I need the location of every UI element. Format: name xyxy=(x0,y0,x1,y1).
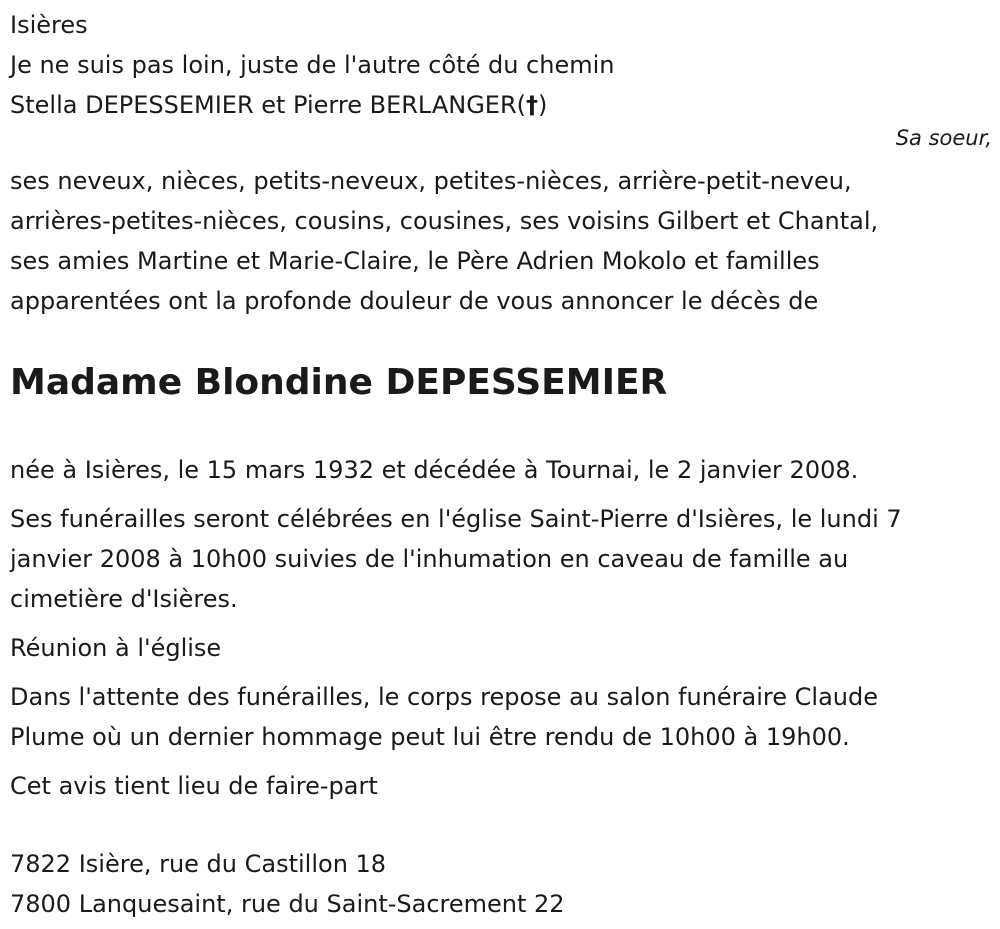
relation-label: Sa soeur, xyxy=(895,126,992,150)
announcement-line: apparentées ont la profonde douleur de vous annoncer le décès de xyxy=(10,287,819,315)
viewing-paragraph xyxy=(10,677,992,757)
funeral-paragraph xyxy=(10,499,992,619)
family-line-close: ) xyxy=(538,91,548,119)
place-heading: Isières xyxy=(10,11,88,39)
quote-line: Je ne suis pas loin, juste de l'autre côté du chemin xyxy=(10,51,615,79)
announcement-line: ses amies Martine et Marie-Claire, le Père Adrien Mokolo et familles xyxy=(10,247,820,275)
birth-death-paragraph xyxy=(10,450,992,490)
header xyxy=(10,0,992,161)
cross-icon: † xyxy=(526,91,539,119)
family-names: Stella DEPESSEMIER et Pierre BERLANGER( xyxy=(10,91,527,119)
address-line: 7822 Isière, rue du Castillon 18 xyxy=(10,850,387,878)
addresses-block xyxy=(10,844,992,924)
meeting-paragraph xyxy=(10,628,992,668)
viewing-line: Dans l'attente des funérailles, le corps repose au salon funéraire Claude xyxy=(10,683,878,711)
notice-paragraph xyxy=(10,766,992,806)
announcement-line: ses neveux, nièces, petits-neveux, petites-nièces, arrière-petit-neveu, xyxy=(10,167,852,195)
announcement-line: arrières-petites-nièces, cousins, cousines, ses voisins Gilbert et Chantal, xyxy=(10,207,879,235)
viewing-line: Plume où un dernier hommage peut lui être rendu de 10h00 à 19h00. xyxy=(10,723,850,751)
obituary-document xyxy=(10,0,992,924)
funeral-line: Ses funérailles seront célébrées en l'église Saint-Pierre d'Isières, le lundi 7 xyxy=(10,505,902,533)
announcement-paragraph xyxy=(10,161,992,321)
funeral-line: cimetière d'Isières. xyxy=(10,585,238,613)
notice-line: Cet avis tient lieu de faire-part xyxy=(10,772,378,800)
deceased-name: Madame Blondine DEPESSEMIER xyxy=(10,362,668,403)
meeting-line: Réunion à l'église xyxy=(10,634,222,662)
address-line: 7800 Lanquesaint, rue du Saint-Sacrement 22 xyxy=(10,890,565,918)
funeral-line: janvier 2008 à 10h00 suivies de l'inhumation en caveau de famille au xyxy=(10,545,849,573)
birth-death-line: née à Isières, le 15 mars 1932 et décédée à Tournai, le 2 janvier 2008. xyxy=(10,456,859,484)
